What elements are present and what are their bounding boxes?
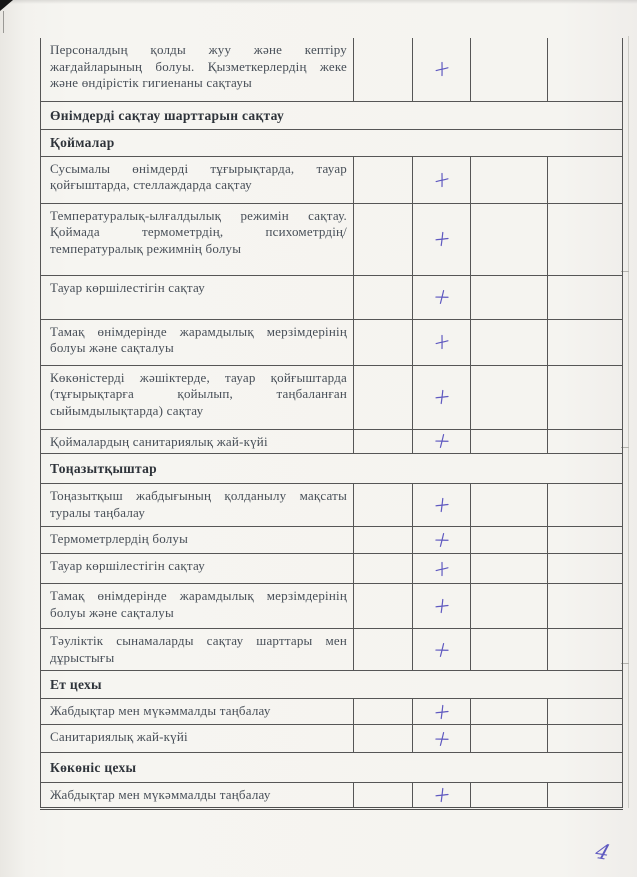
check-cell-3 [471,484,548,527]
check-cell-3 [471,156,548,203]
check-cell-4 [548,203,623,275]
section-header-row [41,454,623,484]
check-cell-1 [354,429,413,454]
check-cell-4 [548,699,623,725]
item-label: Термометрлердің болуы [41,527,354,554]
inspection-table-body [41,38,623,809]
table-row [41,203,623,275]
item-label: Температуралық-ылғалдылық режимін сақтау. Қоймада термометрдің, психометрдің/температуралық режимнің болуы [41,203,354,275]
handwritten-plus-check-icon [431,559,451,579]
handwritten-plus-check-icon [433,786,451,804]
section-header-label: Қоймалар [41,129,623,156]
item-label: Санитариялық жай-күйі [41,725,354,753]
item-label: Тәуліктік сынамаларды сақтау шарттары мен дұрыстығы [41,629,354,671]
check-cell-3 [471,629,548,671]
check-cell-4 [548,554,623,584]
section-header-row [41,671,623,699]
check-cell-3 [471,365,548,429]
check-cell-3 [471,275,548,319]
table-row [41,725,623,753]
handwritten-plus-check-icon [431,170,451,190]
check-cell-4 [548,725,623,753]
table-row [41,783,623,809]
check-cell-2 [413,527,471,554]
item-label: Персоналдың қолды жуу және кептіру жағдайларының болуы. Қызметкерлердің жеке және өндірістік гигиенаны сақтауы [41,38,354,101]
check-cell-2 [413,783,471,809]
handwritten-plus-check-icon [431,640,451,660]
check-cell-4 [548,365,623,429]
check-cell-3 [471,429,548,454]
table-row [41,484,623,527]
check-cell-1 [354,319,413,365]
handwritten-plus-check-icon [431,59,451,79]
item-label: Жабдықтар мен мүкәммалды таңбалау [41,783,354,809]
section-header-label: Тоңазытқыштар [41,454,623,484]
check-cell-2 [413,629,471,671]
table-row [41,629,623,671]
handwritten-plus-check-icon [431,729,451,749]
handwritten-plus-check-icon [433,703,451,721]
check-cell-2 [413,275,471,319]
check-cell-2 [413,554,471,584]
check-cell-1 [354,527,413,554]
scan-corner-artifact [0,0,13,11]
check-cell-1 [354,725,413,753]
check-cell-3 [471,725,548,753]
section-header-row [41,129,623,156]
check-cell-4 [548,527,623,554]
check-cell-3 [471,554,548,584]
table-row [41,554,623,584]
item-label: Тауар көршілестігін сақтау [41,554,354,584]
item-label: Қоймалардың санитариялық жай-күйі [41,429,354,454]
item-label: Тауар көршілестігін сақтау [41,275,354,319]
table-row [41,429,623,454]
check-cell-3 [471,203,548,275]
check-cell-4 [548,429,623,454]
check-cell-3 [471,783,548,809]
check-cell-2 [413,429,471,454]
item-label: Жабдықтар мен мүкәммалды таңбалау [41,699,354,725]
handwritten-plus-check-icon [431,431,451,451]
check-cell-4 [548,319,623,365]
item-label: Тамақ өнімдерінде жарамдылық мерзімдерінің болуы және сақталуы [41,319,354,365]
check-cell-1 [354,38,413,101]
section-header-label: Ет цехы [41,671,623,699]
check-cell-2 [413,584,471,629]
table-row [41,275,623,319]
check-cell-1 [354,484,413,527]
table-row [41,365,623,429]
check-cell-1 [354,699,413,725]
handwritten-plus-check-icon [431,332,451,352]
check-cell-1 [354,629,413,671]
check-cell-4 [548,156,623,203]
check-cell-3 [471,38,548,101]
check-cell-2 [413,484,471,527]
section-header-label: Көкөніс цехы [41,753,623,783]
scan-edge-line [628,36,629,808]
handwritten-plus-check-icon [431,287,451,307]
check-cell-2 [413,38,471,101]
scan-edge-artifact [3,11,4,33]
section-header-row [41,753,623,783]
check-cell-1 [354,554,413,584]
section-header-row [41,101,623,129]
check-cell-4 [548,275,623,319]
table-row [41,319,623,365]
check-cell-4 [548,38,623,101]
table-row [41,699,623,725]
handwritten-plus-check-icon [433,597,451,615]
check-cell-2 [413,365,471,429]
check-cell-1 [354,365,413,429]
check-cell-1 [354,156,413,203]
check-cell-4 [548,783,623,809]
page-number-handwritten: 4 [592,839,613,865]
check-cell-3 [471,584,548,629]
check-cell-4 [548,484,623,527]
item-label: Тоңазытқыш жабдығының қолданылу мақсаты туралы таңбалау [41,484,354,527]
handwritten-plus-check-icon [431,530,451,550]
check-cell-2 [413,156,471,203]
table-row [41,527,623,554]
check-cell-2 [413,725,471,753]
check-cell-2 [413,203,471,275]
check-cell-2 [413,319,471,365]
item-label: Тамақ өнімдерінде жарамдылық мерзімдерінің болуы және сақталуы [41,584,354,629]
inspection-checklist-table [40,38,623,810]
check-cell-2 [413,699,471,725]
check-cell-4 [548,584,623,629]
item-label: Сусымалы өнімдерді тұғырықтарда, тауар қойғыштарда, стеллаждарда сақтау [41,156,354,203]
table-row [41,38,623,101]
handwritten-plus-check-icon [433,496,451,514]
check-cell-3 [471,319,548,365]
check-cell-1 [354,203,413,275]
check-cell-1 [354,275,413,319]
table-row [41,584,623,629]
check-cell-3 [471,699,548,725]
handwritten-plus-check-icon [433,230,451,248]
check-cell-4 [548,629,623,671]
check-cell-1 [354,584,413,629]
check-cell-1 [354,783,413,809]
item-label: Көкөністерді жәшіктерде, тауар қойғыштарда (тұғырықтарға қойылып, таңбаланған сыйымдылықтарда) сақтау [41,365,354,429]
handwritten-plus-check-icon [433,388,451,406]
table-row [41,156,623,203]
check-cell-3 [471,527,548,554]
section-header-label: Өнімдерді сақтау шарттарын сақтау [41,101,623,129]
